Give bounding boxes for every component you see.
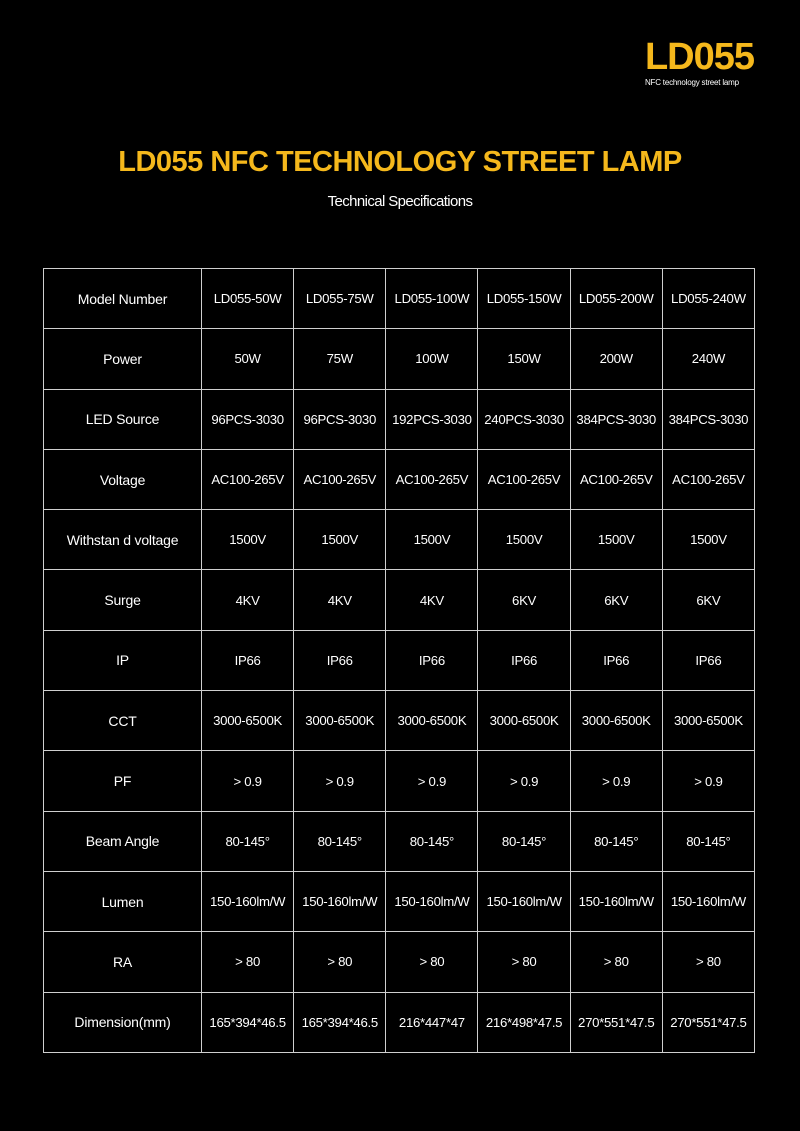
spec-value: > 80: [386, 932, 478, 992]
spec-value: 150W: [478, 329, 570, 389]
page-title: LD055 NFC TECHNOLOGY STREET LAMP: [118, 146, 682, 178]
spec-value: 80-145°: [202, 811, 294, 871]
spec-value: AC100-265V: [662, 449, 754, 509]
spec-row: [44, 389, 755, 449]
spec-value: 150-160lm/W: [294, 871, 386, 931]
spec-value: 216*447*47: [386, 992, 478, 1052]
spec-value: 1500V: [386, 510, 478, 570]
spec-value: 3000-6500K: [294, 691, 386, 751]
spec-label: Surge: [44, 570, 202, 630]
spec-value: 4KV: [386, 570, 478, 630]
spec-value: 6KV: [570, 570, 662, 630]
spec-value: > 0.9: [202, 751, 294, 811]
spec-value: 3000-6500K: [386, 691, 478, 751]
spec-value: 50W: [202, 329, 294, 389]
spec-label: Model Number: [44, 269, 202, 329]
spec-value: LD055-150W: [478, 269, 570, 329]
spec-value: > 0.9: [386, 751, 478, 811]
spec-label: RA: [44, 932, 202, 992]
spec-value: 96PCS-3030: [202, 389, 294, 449]
spec-value: 4KV: [294, 570, 386, 630]
spec-row: [44, 871, 755, 931]
spec-label: IP: [44, 630, 202, 690]
spec-value: 100W: [386, 329, 478, 389]
brand-logo: [645, 38, 754, 87]
spec-value: > 0.9: [662, 751, 754, 811]
spec-label: Voltage: [44, 449, 202, 509]
spec-value: > 80: [202, 932, 294, 992]
spec-value: 216*498*47.5: [478, 992, 570, 1052]
spec-value: 80-145°: [478, 811, 570, 871]
spec-label: Withstan d voltage: [44, 510, 202, 570]
spec-value: AC100-265V: [202, 449, 294, 509]
spec-label: LED Source: [44, 389, 202, 449]
spec-value: > 0.9: [478, 751, 570, 811]
spec-value: AC100-265V: [478, 449, 570, 509]
spec-value: 3000-6500K: [478, 691, 570, 751]
spec-value: 150-160lm/W: [570, 871, 662, 931]
spec-value: 192PCS-3030: [386, 389, 478, 449]
spec-label: CCT: [44, 691, 202, 751]
spec-row: [44, 449, 755, 509]
spec-value: 150-160lm/W: [662, 871, 754, 931]
spec-value: 150-160lm/W: [478, 871, 570, 931]
spec-row: [44, 630, 755, 690]
spec-value: > 80: [570, 932, 662, 992]
spec-value: 270*551*47.5: [570, 992, 662, 1052]
spec-table-body: [44, 269, 755, 1053]
spec-label: Power: [44, 329, 202, 389]
spec-value: 1500V: [662, 510, 754, 570]
spec-value: 165*394*46.5: [294, 992, 386, 1052]
spec-value: AC100-265V: [294, 449, 386, 509]
spec-value: > 80: [478, 932, 570, 992]
spec-label: Beam Angle: [44, 811, 202, 871]
spec-value: IP66: [202, 630, 294, 690]
spec-row: [44, 269, 755, 329]
spec-row: [44, 329, 755, 389]
spec-value: LD055-200W: [570, 269, 662, 329]
spec-value: 4KV: [202, 570, 294, 630]
spec-value: 80-145°: [294, 811, 386, 871]
spec-value: 1500V: [294, 510, 386, 570]
spec-value: 3000-6500K: [570, 691, 662, 751]
spec-value: 150-160lm/W: [202, 871, 294, 931]
spec-row: [44, 510, 755, 570]
spec-value: IP66: [570, 630, 662, 690]
spec-value: 384PCS-3030: [662, 389, 754, 449]
spec-value: IP66: [478, 630, 570, 690]
spec-value: 1500V: [478, 510, 570, 570]
spec-row: [44, 992, 755, 1052]
logo-mark: LD055: [644, 36, 754, 78]
spec-value: 240W: [662, 329, 754, 389]
spec-value: 80-145°: [570, 811, 662, 871]
spec-value: IP66: [386, 630, 478, 690]
spec-value: AC100-265V: [570, 449, 662, 509]
spec-value: 150-160lm/W: [386, 871, 478, 931]
spec-value: 96PCS-3030: [294, 389, 386, 449]
spec-value: 80-145°: [386, 811, 478, 871]
spec-value: > 80: [294, 932, 386, 992]
spec-value: LD055-50W: [202, 269, 294, 329]
spec-row: [44, 691, 755, 751]
spec-value: LD055-100W: [386, 269, 478, 329]
spec-value: IP66: [662, 630, 754, 690]
spec-row: [44, 932, 755, 992]
spec-value: 1500V: [202, 510, 294, 570]
spec-value: > 80: [662, 932, 754, 992]
spec-label: PF: [44, 751, 202, 811]
spec-value: 165*394*46.5: [202, 992, 294, 1052]
spec-table: [43, 268, 755, 1053]
spec-value: 75W: [294, 329, 386, 389]
spec-value: LD055-75W: [294, 269, 386, 329]
spec-value: 270*551*47.5: [662, 992, 754, 1052]
spec-value: 3000-6500K: [662, 691, 754, 751]
spec-row: [44, 570, 755, 630]
spec-value: IP66: [294, 630, 386, 690]
spec-label: Dimension(mm): [44, 992, 202, 1052]
spec-value: 200W: [570, 329, 662, 389]
spec-value: 80-145°: [662, 811, 754, 871]
page-subtitle: Technical Specifications: [327, 193, 473, 210]
spec-value: AC100-265V: [386, 449, 478, 509]
spec-row: [44, 811, 755, 871]
spec-value: 1500V: [570, 510, 662, 570]
spec-label: Lumen: [44, 871, 202, 931]
spec-value: LD055-240W: [662, 269, 754, 329]
spec-value: 6KV: [662, 570, 754, 630]
spec-value: > 0.9: [294, 751, 386, 811]
spec-value: > 0.9: [570, 751, 662, 811]
spec-row: [44, 751, 755, 811]
spec-value: 384PCS-3030: [570, 389, 662, 449]
logo-tagline: NFC technology street lamp: [644, 78, 739, 87]
spec-value: 3000-6500K: [202, 691, 294, 751]
spec-value: 6KV: [478, 570, 570, 630]
spec-value: 240PCS-3030: [478, 389, 570, 449]
